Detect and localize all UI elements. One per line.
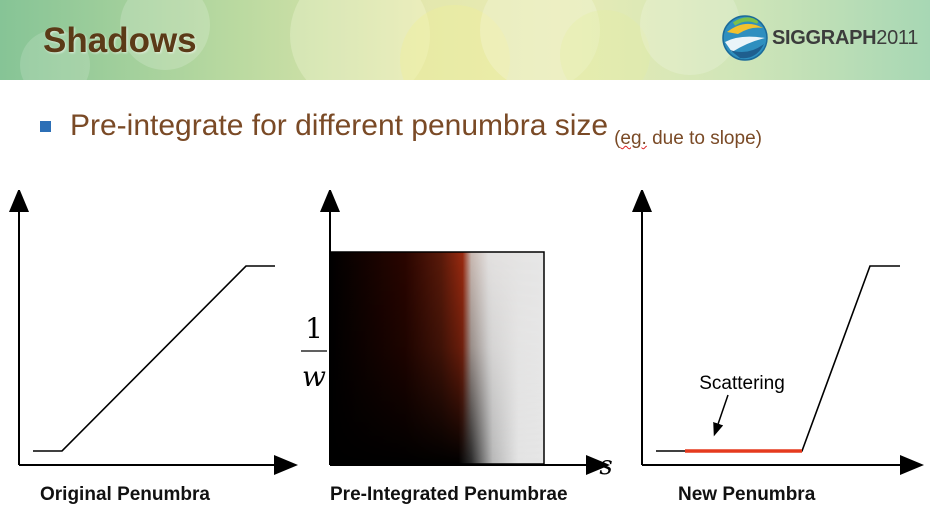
y-label-denominator: w — [302, 360, 326, 393]
caption-preintegrated-penumbrae: Pre-Integrated Penumbrae — [330, 484, 568, 505]
logo-wordmark — [772, 27, 918, 50]
penumbra-lookup-texture-overlay — [330, 252, 544, 464]
x-label: s — [599, 451, 613, 480]
scattering-pointer — [716, 395, 728, 430]
bullet-marker — [40, 121, 51, 132]
scattering-label: Scattering — [699, 373, 785, 394]
note-eg: eg. — [620, 128, 647, 149]
bullet-main: Pre-integrate for different penumbra size — [70, 109, 609, 142]
note-open: ( — [614, 128, 621, 149]
note-rest: due to slope) — [646, 128, 762, 149]
new-penumbra-plot — [630, 190, 930, 480]
caption-original-penumbra: Original Penumbra — [40, 484, 210, 505]
bullet-text — [70, 109, 762, 149]
slide-header — [0, 0, 930, 80]
siggraph-logo — [720, 12, 920, 68]
logo-word: SIGGRAPH — [772, 27, 877, 49]
siggraph-globe-icon — [720, 12, 770, 68]
preintegrated-penumbrae-plot — [298, 190, 618, 480]
slide-title: Shadows — [43, 21, 197, 60]
y-label-numerator: 1 — [305, 312, 323, 345]
original-penumbra-plot — [0, 190, 300, 480]
logo-year: 2011 — [876, 27, 919, 49]
bullet-note — [614, 128, 762, 149]
penumbra-curve — [33, 266, 275, 451]
new-penumbra-curve — [656, 266, 900, 451]
caption-new-penumbra: New Penumbra — [678, 484, 816, 505]
